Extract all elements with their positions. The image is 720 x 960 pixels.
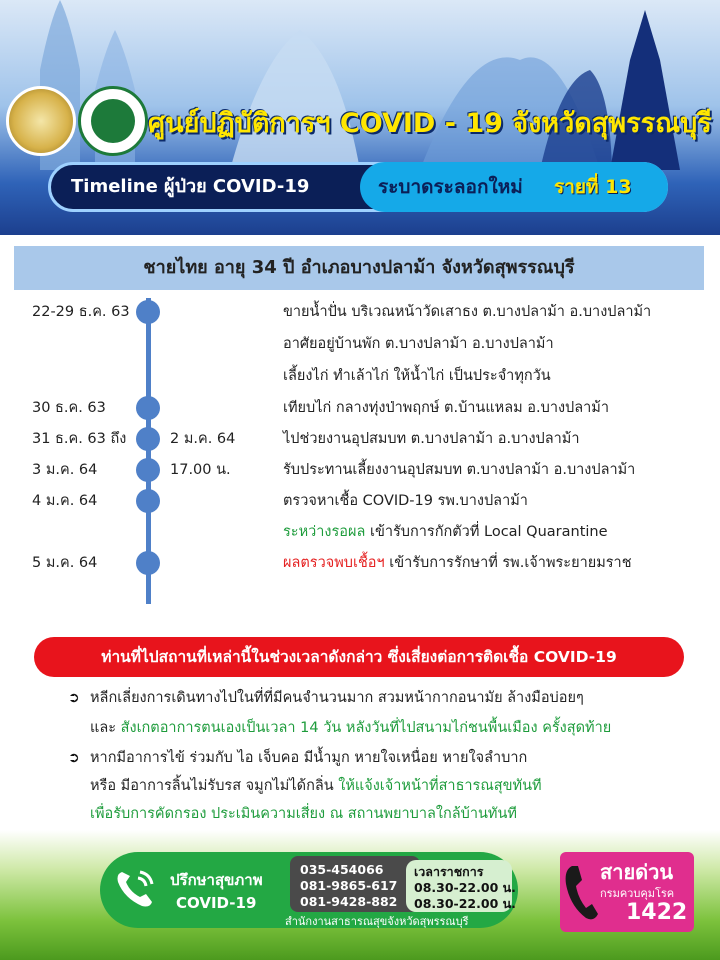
phone-numbers [290, 856, 420, 912]
hours-title: เวลาราชการ [414, 864, 484, 879]
timeline-row [0, 456, 720, 484]
phone-icon [112, 866, 158, 912]
timeline-dot [136, 489, 160, 513]
timeline-highlight: ผลตรวจพบเชื้อฯ [283, 555, 385, 571]
timeline-row [0, 425, 720, 453]
phone-number: 081-9428-882 [300, 894, 398, 909]
advice-text: และ [90, 720, 121, 736]
advice-highlight: เพื่อรับการคัดกรอง ประเมินความเสี่ยง ณ สถานพยาบาลใกล้บ้านทันที [90, 806, 517, 822]
case-badge [360, 162, 668, 212]
timeline-row [0, 549, 720, 577]
timeline-desc: รับประทานเลี้ยงงานอุปสมบท ต.บางปลาม้า อ.บางปลาม้า [283, 462, 636, 478]
warning-banner: ท่านที่ไปสถานที่เหล่านี้ในช่วงเวลาดังกล่าว ซึ่งเสี่ยงต่อการติดเชื้อ COVID-19 [34, 637, 684, 677]
hotline-department: กรมควบคุมโรค [600, 887, 675, 900]
timeline-label: Timeline ผู้ป่วย COVID-19 [71, 176, 310, 197]
advice-line [68, 684, 584, 712]
timeline-desc: เลี้ยงไก่ ทำเล้าไก่ ให้น้ำไก่ เป็นประจำทุกวัน [283, 368, 551, 384]
advice-text: หลีกเลี่ยงการเดินทางไปในที่ที่มีคนจำนวนมาก สวมหน้ากากอนามัย ล้างมือบ่อยๆ [90, 690, 584, 706]
phone-number: 081-9865-617 [300, 878, 398, 893]
timeline-dot [136, 551, 160, 575]
timeline-desc-text: เข้ารับการกักตัวที่ Local Quarantine [365, 524, 608, 540]
hours-value: 08.30-22.00 น. [414, 880, 516, 895]
timeline-date: 4 ม.ค. 64 [32, 493, 98, 509]
hours-value: 08.30-22.00 น. [414, 896, 516, 911]
office-hours [406, 860, 516, 912]
timeline-end-date: 2 ม.ค. 64 [170, 431, 236, 447]
timeline-desc: ไปช่วยงานอุปสมบท ต.บางปลาม้า อ.บางปลาม้า [283, 431, 580, 447]
arrow-bullet-icon: ➲ [68, 750, 80, 766]
case-number: รายที่ 13 [554, 176, 632, 198]
advice-line [90, 800, 517, 828]
timeline-desc-text: เข้ารับการรักษาที่ รพ.เจ้าพระยายมราช [384, 555, 632, 571]
contact-panel [100, 852, 518, 928]
timeline-dot [136, 300, 160, 324]
contact-label: ปรึกษาสุขภาพ [170, 871, 263, 889]
timeline-date: 3 ม.ค. 64 [32, 462, 98, 478]
header-banner [0, 0, 720, 235]
timeline-desc: ขายน้ำปั่น บริเวณหน้าวัดเสาธง ต.บางปลาม้า อ.บางปลาม้า [283, 304, 652, 320]
timeline-row [0, 298, 720, 326]
timeline-desc: ตรวจหาเชื้อ COVID-19 รพ.บางปลาม้า [283, 493, 528, 509]
timeline-row [0, 518, 720, 546]
timeline-row [0, 362, 720, 390]
timeline-row [0, 330, 720, 358]
phone-handset-icon [564, 862, 602, 922]
phone-number: 035-454066 [300, 862, 384, 877]
provincial-seal-logo [6, 86, 76, 156]
timeline-dot [136, 427, 160, 451]
timeline-date: 22-29 ธ.ค. 63 [32, 304, 130, 320]
timeline-row [0, 394, 720, 422]
advice-text: หากมีอาการไข้ ร่วมกับ ไอ เจ็บคอ มีน้ำมูก หายใจเหนื่อย หายใจลำบาก [90, 750, 528, 766]
timeline-date: 30 ธ.ค. 63 [32, 400, 106, 416]
ministry-of-public-health-logo [78, 86, 148, 156]
hotline-title: สายด่วน [600, 860, 674, 884]
advice-text: หรือ มีอาการลิ้นไม่รับรส จมูกไม่ได้กลิ่น [90, 778, 339, 794]
advice-highlight: ให้แจ้งเจ้าหน้าที่สาธารณสุขทันที [338, 778, 542, 794]
hotline-badge [560, 852, 694, 932]
advice-line [90, 714, 611, 742]
timeline-dot [136, 458, 160, 482]
timeline-pill [48, 162, 668, 212]
timeline-desc: อาศัยอยู่บ้านพัก ต.บางปลาม้า อ.บางปลาม้า [283, 336, 554, 352]
timeline-date: 5 ม.ค. 64 [32, 555, 98, 571]
advice-line [68, 744, 528, 772]
timeline-date: 31 ธ.ค. 63 ถึง [32, 431, 127, 447]
arrow-bullet-icon: ➲ [68, 690, 80, 706]
timeline-row [0, 487, 720, 515]
advice-highlight: สังเกตอาการตนเองเป็นเวลา 14 วัน หลังวันที่ไปสนามไก่ชนพื้นเมือง ครั้งสุดท้าย [120, 720, 612, 736]
center-title: ศูนย์ปฏิบัติการฯ COVID - 19 จังหวัดสุพรรณบุรี [148, 108, 712, 139]
contact-label-covid: COVID-19 [176, 894, 257, 912]
outbreak-label: ระบาดระลอกใหม่ [378, 176, 523, 198]
timeline-desc: เทียบไก่ กลางทุ่งป่าพฤกษ์ ต.บ้านแหลม อ.บางปลาม้า [283, 400, 609, 416]
timeline-desc [283, 518, 608, 546]
timeline-time: 17.00 น. [170, 462, 231, 478]
timeline-dot [136, 396, 160, 420]
office-name: สำนักงานสาธารณสุขจังหวัดสุพรรณบุรี [285, 915, 469, 928]
timeline-highlight: ระหว่างรอผล [283, 524, 366, 540]
timeline-desc [283, 549, 632, 577]
patient-info: ชายไทย อายุ 34 ปี อำเภอบางปลาม้า จังหวัดสุพรรณบุรี [14, 246, 704, 290]
hotline-number: 1422 [626, 900, 688, 925]
advice-line [90, 772, 542, 800]
